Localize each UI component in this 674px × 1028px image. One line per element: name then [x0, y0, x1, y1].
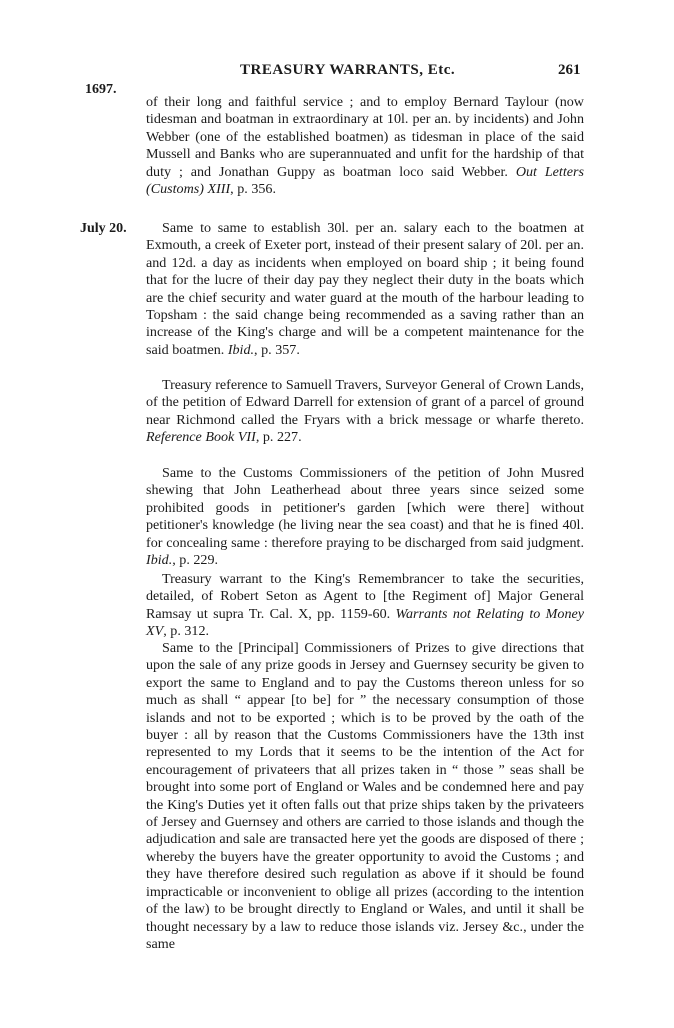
- entry-page: , p. 229.: [172, 552, 219, 569]
- entry-continuation: [146, 94, 584, 198]
- margin-date-july-20: July 20.: [80, 221, 127, 236]
- entry-source: Reference Book VII: [146, 429, 256, 446]
- page-number: 261: [558, 62, 581, 78]
- entry-exmouth-boatmen: [146, 220, 584, 359]
- margin-year: 1697.: [85, 82, 117, 97]
- entry-source: Ibid.: [146, 552, 173, 569]
- entry-seton-warrant: [146, 571, 584, 641]
- entry-page: , p. 227.: [255, 429, 302, 446]
- entry-text: Treasury warrant to the King's Remembrancer to take the securities, detailed, of Robert Seton as Agent to [the Regiment of] Major General Ramsay ut supra Tr. Cal. X, pp. 1159-60.: [146, 571, 584, 622]
- entry-page: , p. 312.: [163, 623, 210, 640]
- entry-source: Ibid.: [227, 341, 255, 358]
- entry-text: Treasury reference to Samuell Travers, Surveyor General of Crown Lands, of the petition of Edward Darrell for extension of grant of a parcel of ground near Richmond called the Fryars with a brick message or wharfe thereto.: [146, 377, 584, 428]
- entry-prize-commissioners: [146, 640, 584, 953]
- entry-page: , p. 357.: [254, 341, 300, 358]
- entry-page: , p. 356.: [230, 181, 276, 198]
- entry-text: Same to same to establish 30l. per an. salary each to the boatmen at Exmouth, a creek of Exeter port, instead of their present salary of 20l. per an. and 12d. a day as incidents when employed on board ship ; it being found that for the lucre of their day pay they neglect their duty in the boats which are the chief security and water guard at the mouth of the harbour leading to Topsham : the said change being recommended as a saving rather than an increase of the King's charge and will be a competent maintenance for the said boatmen.: [146, 220, 584, 358]
- entry-text: of their long and faithful service ; and to employ Bernard Taylour (now tidesman and boatman in extraordinary at 10l. per an. by incidents) and John Webber (one of the established boatmen) as tidesman in place of the said Mussell and Banks who are superannuated and unfit for the hardship of that duty ; and Jonathan Guppy as boatman loco said Webber.: [146, 94, 584, 180]
- running-title: TREASURY WARRANTS, Etc.: [240, 62, 456, 78]
- entry-source: Warrants not Relating to Money XV: [146, 605, 584, 640]
- entry-source: Out Letters (Customs) XIII: [146, 163, 584, 198]
- entry-musred-petition: [146, 465, 584, 569]
- entry-text: Same to the Customs Commissioners of the petition of John Musred shewing that John Leatherhead about three years since seized some prohibited goods in petitioner's garden [which were there] without petitioner's knowledge (he living near the sea coast) and that he is fined 40l. for concealing same : therefore praying to be discharged from said judgment.: [146, 465, 584, 551]
- entry-travers-reference: [146, 377, 584, 447]
- entry-text: Same to the [Principal] Commissioners of Prizes to give directions that upon the sale of any prize goods in Jersey and Guernsey security be given to export the same to England and to pay the Customs thereon unless for so much as shall “ appear [to be] for ” the necessary consumption of those islands and not to be exported ; which is to be proved by the oath of the buyer : all by reason that the Customs Commissioners have the 13th inst represented to my Lords that it seems to be the intention of the Act for encouragement of privateers that all prizes taken in “ those ” seas shall be brought into some port of England or Wales and be condemned here and pay the King's Duties yet it often falls out that prize ships taken by the privateers of Jersey and Guernsey and others are carried to those islands and though the adjudication and sale are transacted here yet the goods are disposed of there ; whereby the buyers have the greater opportunity to avoid the Customs ; and they have therefore desired such regulation as above if it should be found impracticable or inconvenient to oblige all prizes (according to the intention of the law) to be brought directly to England or Wales, and until it shall be thought necessary by a law to reduce those islands viz. Jersey &c., under the same: [146, 640, 584, 952]
